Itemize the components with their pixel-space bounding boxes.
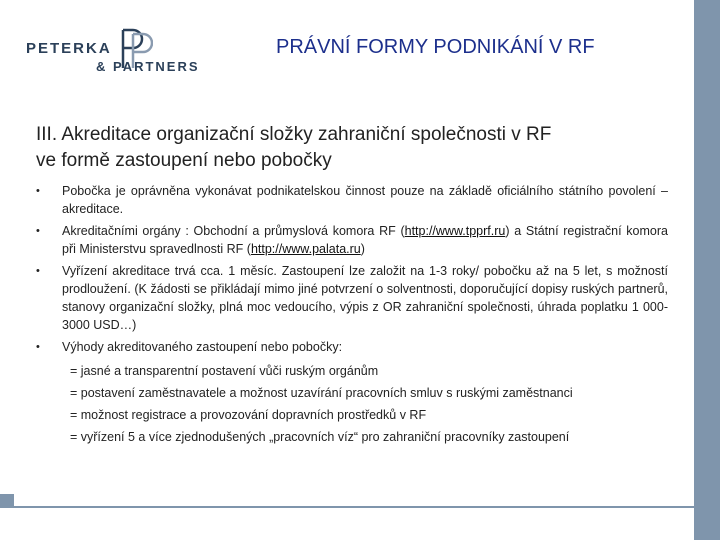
list-item (36, 262, 668, 334)
page-title: PRÁVNÍ FORMY PODNIKÁNÍ V RF (276, 36, 595, 58)
list-item (36, 222, 668, 258)
advantages-list (36, 360, 668, 448)
company-logo (26, 26, 206, 76)
list-item (36, 338, 668, 356)
decorative-right-bar (694, 0, 720, 540)
logo-bottom-text: & PARTNERS (96, 59, 200, 74)
advantage-item: = vyřízení 5 a více zjednodušených „pracovních víz“ pro zahraniční pracovníky zastoupení (70, 430, 570, 444)
decorative-corner-block (0, 494, 14, 508)
section-heading (36, 122, 686, 174)
bullet-text: Výhody akreditovaného zastoupení nebo pobočky: (62, 340, 343, 354)
decorative-bottom-line (0, 506, 694, 508)
list-item (36, 182, 668, 218)
bullet-text: Pobočka je oprávněna vykonávat podnikatelskou činnost pouze na základě oficiálního státního povolení – akreditace. (62, 184, 668, 216)
bullet-text-part: ) (360, 242, 365, 256)
bullet-icon: • (36, 185, 40, 197)
advantage-item: = jasné a transparentní postavení vůči ruským orgánům (70, 364, 379, 378)
bullet-icon: • (36, 225, 40, 237)
palata-link[interactable]: http://www.palata.ru (250, 242, 361, 256)
section-heading-line-2: ve formě zastoupení nebo pobočky (36, 150, 332, 171)
tpprf-link[interactable]: http://www.tpprf.ru (404, 224, 506, 238)
advantage-item: = možnost registrace a provozování dopravních prostředků v RF (70, 408, 427, 422)
bullet-list (36, 182, 668, 448)
bullet-text: Vyřízení akreditace trvá cca. 1 měsíc. Zastoupení lze založit na 1-3 roky/ pobočku až na 5 let, s možností prodloužení. (K žádosti se přikládají mimo jiné potvrzení o solventnosti, doporučující dopisy ruských partnerů, stanovy organizační složky, plná moc vedoucího, výpis z OR zahraniční společnosti, úhrada poplatku 1 000-3000 USD…) (62, 264, 668, 332)
section-heading-line-1: III. Akreditace organizační složky zahraniční společnosti v RF (36, 124, 552, 145)
bullet-text-part: ) a Státní registrační komora při Ministerstvu spravedlnosti RF ( (62, 224, 668, 256)
bullet-text-part: Akreditačními orgány : Obchodní a průmyslová komora RF ( (62, 224, 405, 238)
logo-top-text: PETERKA (26, 40, 112, 57)
advantage-item: = postavení zaměstnavatele a možnost uzavírání pracovních smluv s ruskými zaměstnanci (70, 386, 573, 400)
bullet-icon: • (36, 265, 40, 277)
bullet-icon: • (36, 341, 40, 353)
